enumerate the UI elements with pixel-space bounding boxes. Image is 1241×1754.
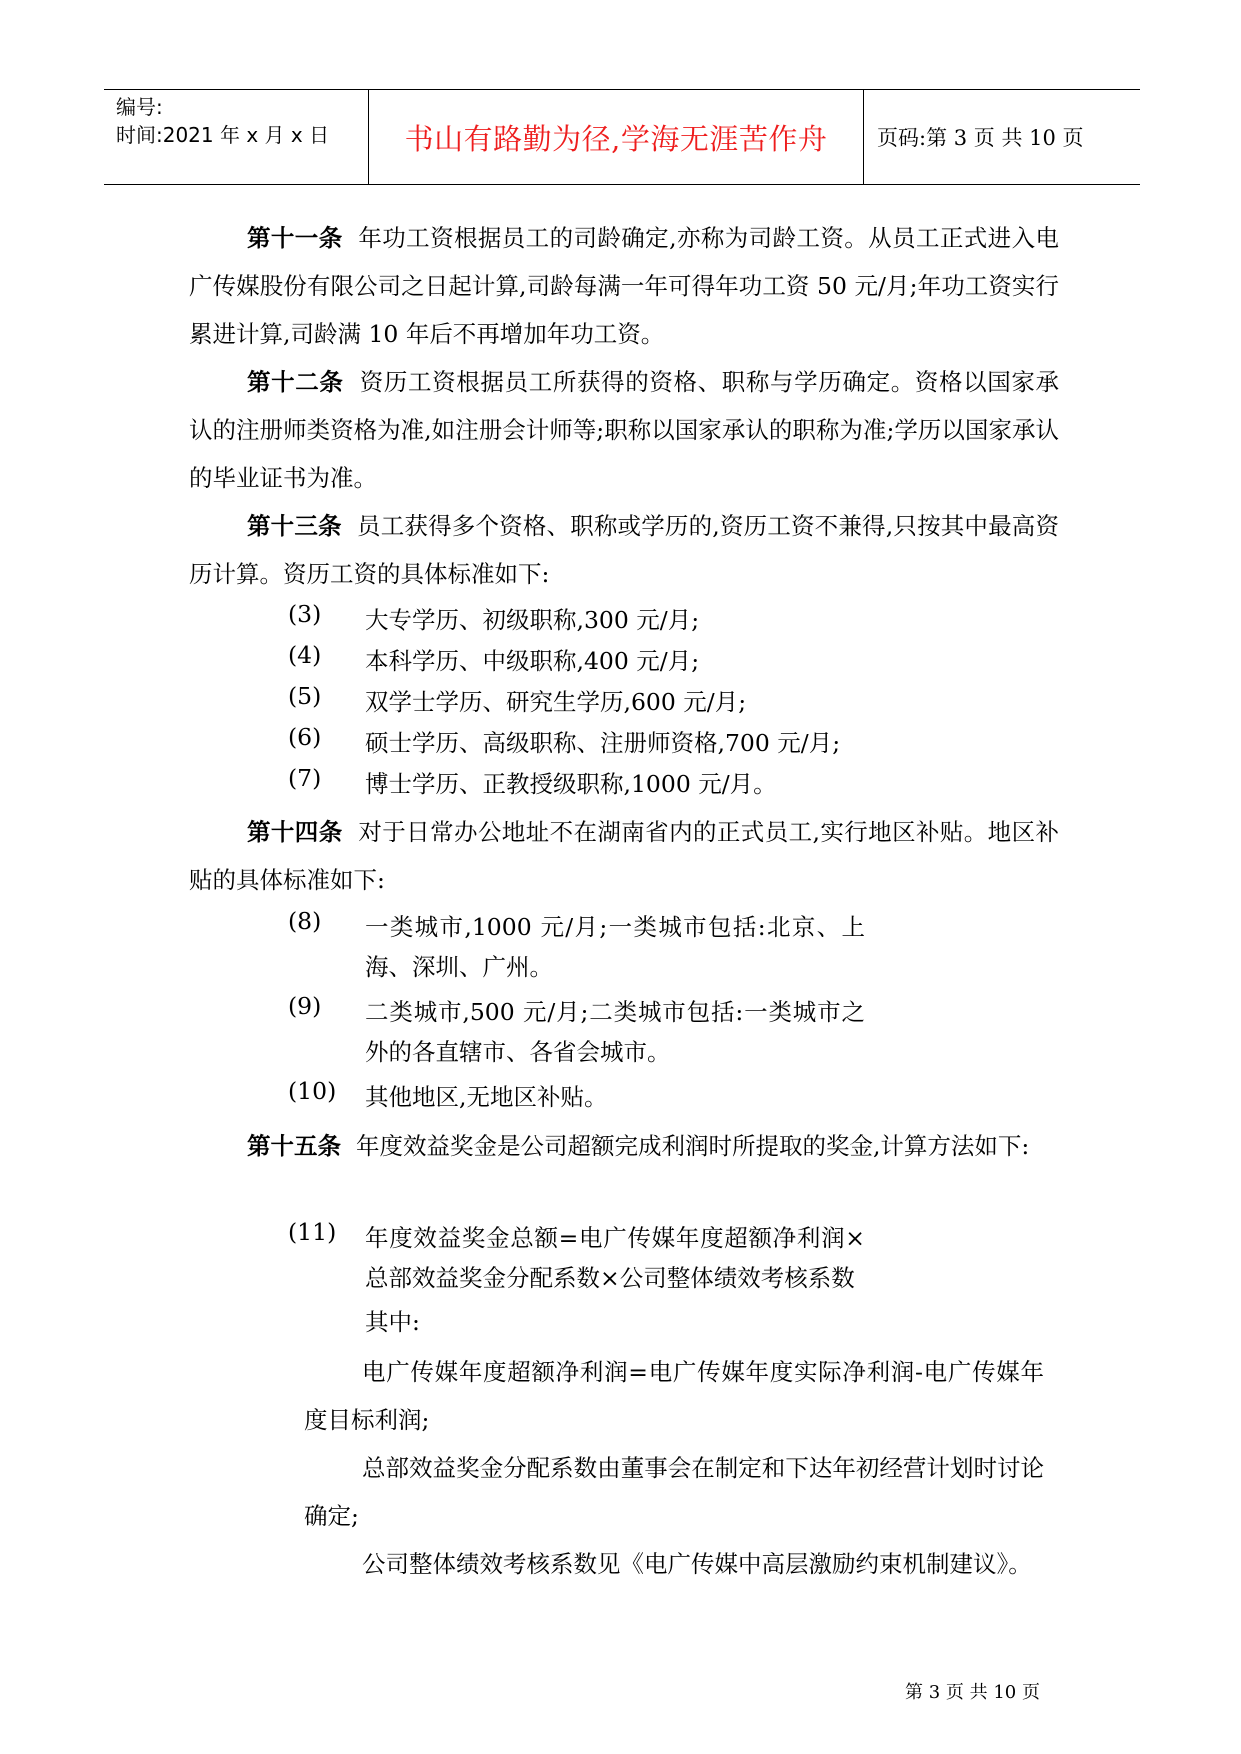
header-meta (104, 90, 369, 184)
list-item-number: (9) (288, 992, 322, 1020)
list-item: 二类城市,500 元/月;二类城市包括:一类城市之外的各直辖市、各省会城市。 (365, 998, 865, 1066)
list-item-number: (10) (288, 1077, 337, 1105)
formula-note-3: 公司整体绩效考核系数见《电广传媒中高层激励约束机制建议》。 (362, 1550, 1032, 1578)
list-item: 硕士学历、高级职称、注册师资格,700 元/月; (365, 729, 841, 757)
article-12 (189, 358, 1059, 502)
formula-note-1: 电广传媒年度超额净利润=电广传媒年度实际净利润-电广传媒年度目标利润; (304, 1358, 1044, 1434)
list-item: 大专学历、初级职称,300 元/月; (365, 606, 700, 634)
list-item-number: (8) (288, 907, 322, 935)
header-motto: 书山有路勤为径,学海无涯苦作舟 (369, 90, 864, 184)
article-14-title: 第十四条 (247, 818, 343, 846)
list-item: 本科学历、中级职称,400 元/月; (365, 647, 700, 675)
article-14-text: 对于日常办公地址不在湖南省内的正式员工,实行地区补贴。地区补贴的具体标准如下: (189, 818, 1059, 894)
list-item-number: (11) (288, 1218, 337, 1246)
where-label: 其中: (365, 1308, 420, 1336)
list-item-number: (7) (288, 764, 322, 792)
document-time-label: 时间:2021 年 x 月 x 日 (116, 123, 330, 147)
article-12-text: 资历工资根据员工所获得的资格、职称与学历确定。资格以国家承认的注册师类资格为准,如注册会计师等;职称以国家承认的职称为准;学历以国家承认的毕业证书为准。 (189, 368, 1060, 492)
page-footer: 第 3 页 共 10 页 (905, 1682, 1040, 1703)
article-13-text: 员工获得多个资格、职称或学历的,资历工资不兼得,只按其中最高资历计算。资历工资的具体标准如下: (189, 512, 1059, 588)
article-15-title: 第十五条 (247, 1132, 341, 1160)
list-item: 其他地区,无地区补贴。 (365, 1083, 608, 1111)
list-item: 一类城市,1000 元/月;一类城市包括:北京、上海、深圳、广州。 (365, 913, 865, 981)
article-13-title: 第十三条 (247, 512, 342, 540)
article-15-text: 年度效益奖金是公司超额完成利润时所提取的奖金,计算方法如下: (355, 1132, 1030, 1160)
article-15 (189, 1118, 1059, 1174)
list-item: 博士学历、正教授级职称,1000 元/月。 (365, 770, 777, 798)
document-number-label: 编号: (116, 95, 163, 119)
page-header (104, 89, 1140, 185)
list-item-number: (5) (288, 682, 322, 710)
article-11-title: 第十一条 (247, 224, 343, 252)
formula-note-2: 总部效益奖金分配系数由董事会在制定和下达年初经营计划时讨论确定; (304, 1454, 1044, 1530)
article-13 (189, 502, 1059, 598)
list-item: 双学士学历、研究生学历,600 元/月; (365, 688, 747, 716)
list-item-number: (6) (288, 723, 322, 751)
list-item: 年度效益奖金总额=电广传媒年度超额净利润×总部效益奖金分配系数×公司整体绩效考核系数 (365, 1224, 865, 1292)
header-page-info: 页码:第 3 页 共 10 页 (877, 126, 1084, 150)
article-11-text: 年功工资根据员工的司龄确定,亦称为司龄工资。从员工正式进入电广传媒股份有限公司之日起计算,司龄每满一年可得年功工资 50 元/月;年功工资实行累进计算,司龄满 10 年后不再增加年功工资。 (189, 224, 1059, 348)
list-item-number: (3) (288, 600, 322, 628)
article-11 (189, 214, 1059, 358)
list-item-number: (4) (288, 641, 322, 669)
article-12-title: 第十二条 (247, 368, 344, 396)
article-14 (189, 808, 1059, 904)
